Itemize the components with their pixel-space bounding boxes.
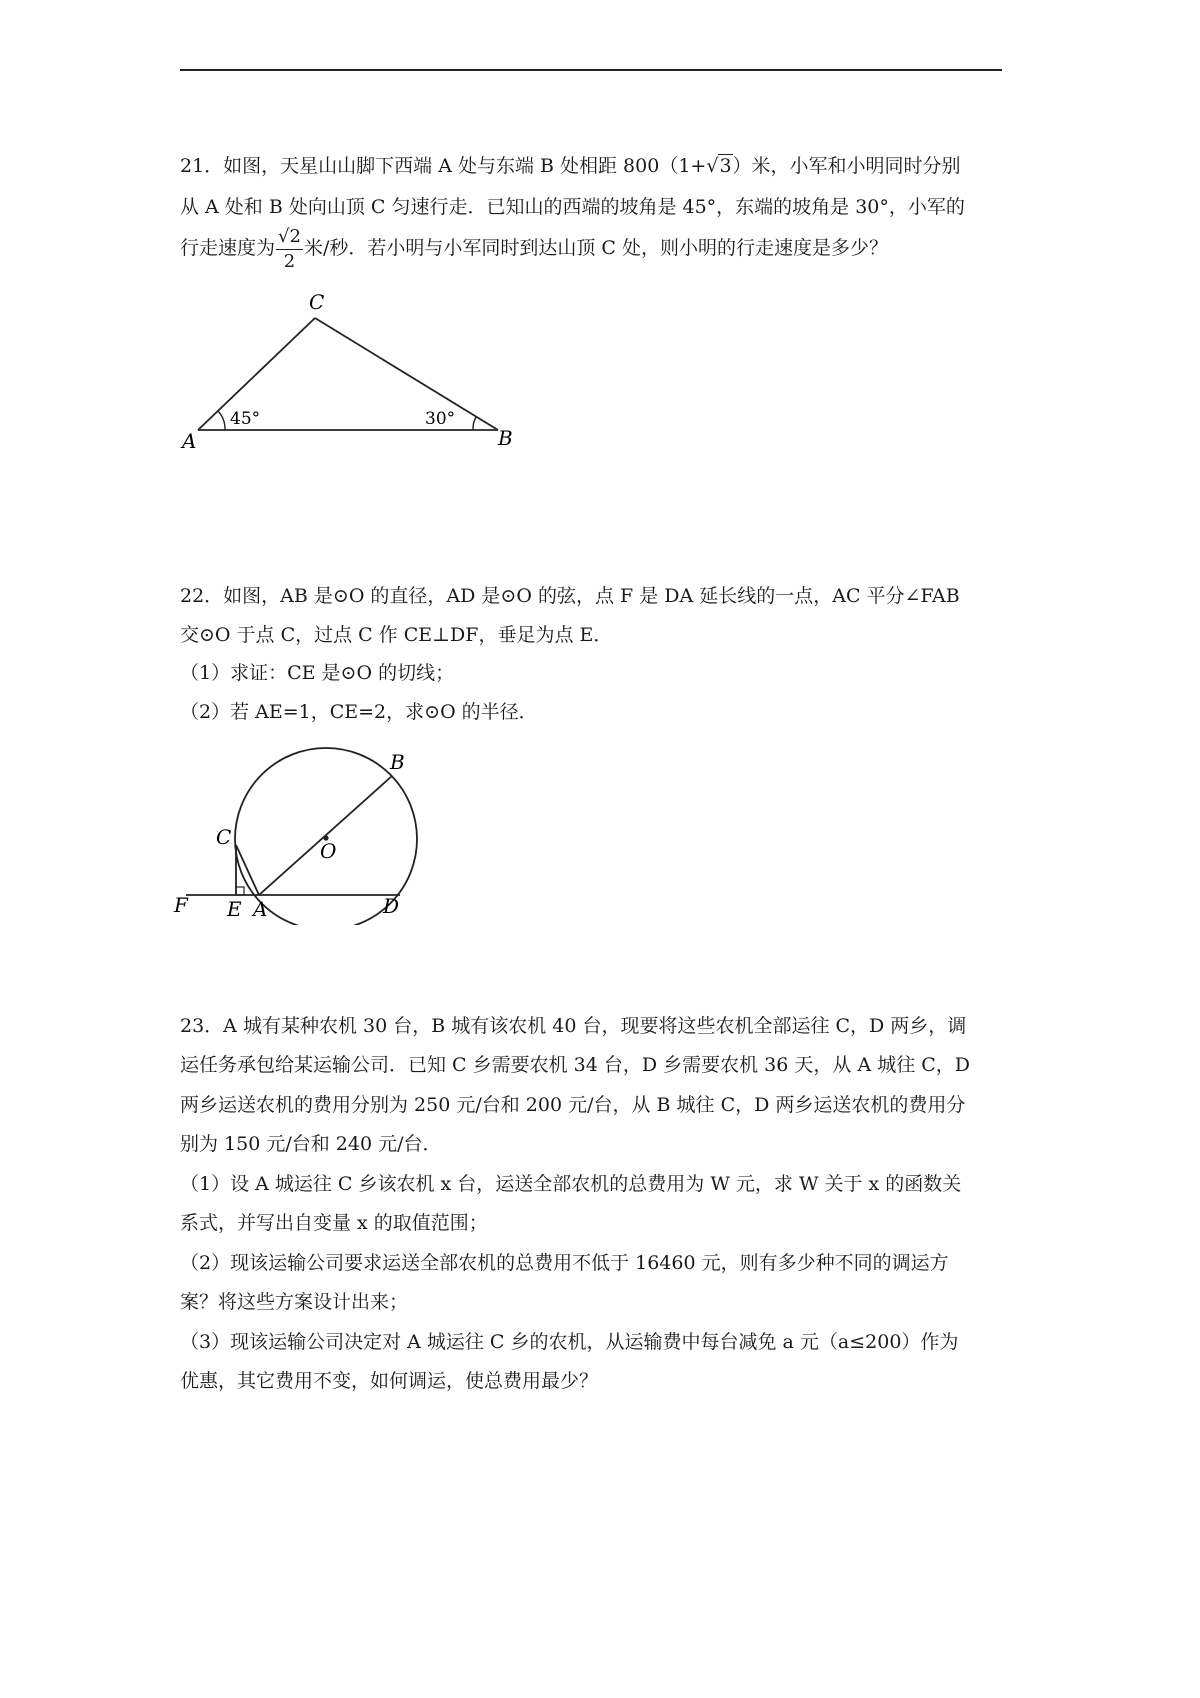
label-c: C: [216, 825, 232, 849]
q22-part-2: （2）若 AE=1，CE=2，求⊙O 的半径．: [180, 701, 538, 723]
q21-line-3: 行走速度为 $\frac{√2}{2}$ 米/秒．若小明与小军同时到达山顶 C 处，则小明的行走速度是多少？: [180, 225, 888, 272]
q22-circle-figure: [170, 740, 460, 925]
label-c: C: [309, 290, 325, 314]
q23-line-1: 23．A 城有某种农机 30 台，B 城有该农机 40 台，现要将这些农机全部运往 C，D 两乡，调: [180, 1015, 967, 1037]
fraction-sqrt2-over-2: $\frac{√2}{2}$: [278, 225, 301, 272]
sqrt-symbol: √3: [706, 155, 732, 177]
q21-line-2: 从 A 处和 B 处向山顶 C 匀速行走．已知山的西端的坡角是 45°，东端的坡角是 30°，小军的: [180, 196, 965, 218]
q23-part-2-line-1: （2）现该运输公司要求运送全部农机的总费用不低于 16460 元，则有多少种不同的调运方: [180, 1252, 949, 1274]
angle-label-30: 30°: [425, 409, 456, 429]
angle-label-45: 45°: [230, 409, 261, 429]
q23-part-1-line-2: 系式，并写出自变量 x 的取值范围；: [180, 1212, 488, 1234]
label-d: D: [383, 894, 400, 918]
right-angle-mark: [236, 887, 244, 895]
q21-triangle-figure: [170, 285, 530, 450]
q23-line-3: 两乡运送农机的费用分别为 250 元/台和 200 元/台，从 B 城往 C，D 两乡运送农机的费用分: [180, 1094, 966, 1116]
label-b: B: [390, 750, 405, 774]
label-o: O: [320, 839, 337, 863]
q23-part-3-line-1: （3）现该运输公司决定对 A 城运往 C 乡的农机，从运输费中每台减免 a 元（a≤200）作为: [180, 1331, 959, 1353]
q23-line-4: 别为 150 元/台和 240 元/台．: [180, 1133, 442, 1155]
q22-line-1: 22．如图，AB 是⊙O 的直径，AD 是⊙O 的弦，点 F 是 DA 延长线的一点，AC 平分∠FAB: [180, 585, 960, 607]
label-a: A: [253, 897, 268, 921]
q23-part-1-line-1: （1）设 A 城运往 C 乡该农机 x 台，运送全部农机的总费用为 W 元，求 W 关于 x 的函数关: [180, 1173, 962, 1195]
side-cb: [315, 318, 498, 430]
label-e: E: [227, 897, 242, 921]
label-b: B: [498, 426, 513, 450]
q23-line-2: 运任务承包给某运输公司．已知 C 乡需要农机 34 台，D 乡需要农机 36 天，从 A 城往 C，D: [180, 1054, 971, 1076]
header-rule: [180, 69, 1002, 71]
q22-line-2: 交⊙O 于点 C，过点 C 作 CE⊥DF，垂足为点 E．: [180, 624, 613, 646]
q23-part-2-line-2: 案？将这些方案设计出来；: [180, 1291, 409, 1313]
angle-arc-b: [473, 417, 476, 430]
label-a: A: [182, 429, 197, 450]
q21-line-1: 21．如图，天星山山脚下西端 A 处与东端 B 处相距 800（1+√3）米，小军和小明同时分别: [180, 146, 1030, 186]
q23-part-3-line-2: 优惠，其它费用不变，如何调运，使总费用最少？: [180, 1370, 599, 1392]
label-f: F: [174, 893, 188, 917]
q22-part-1: （1）求证：CE 是⊙O 的切线；: [180, 662, 455, 684]
angle-arc-a: [218, 411, 225, 430]
